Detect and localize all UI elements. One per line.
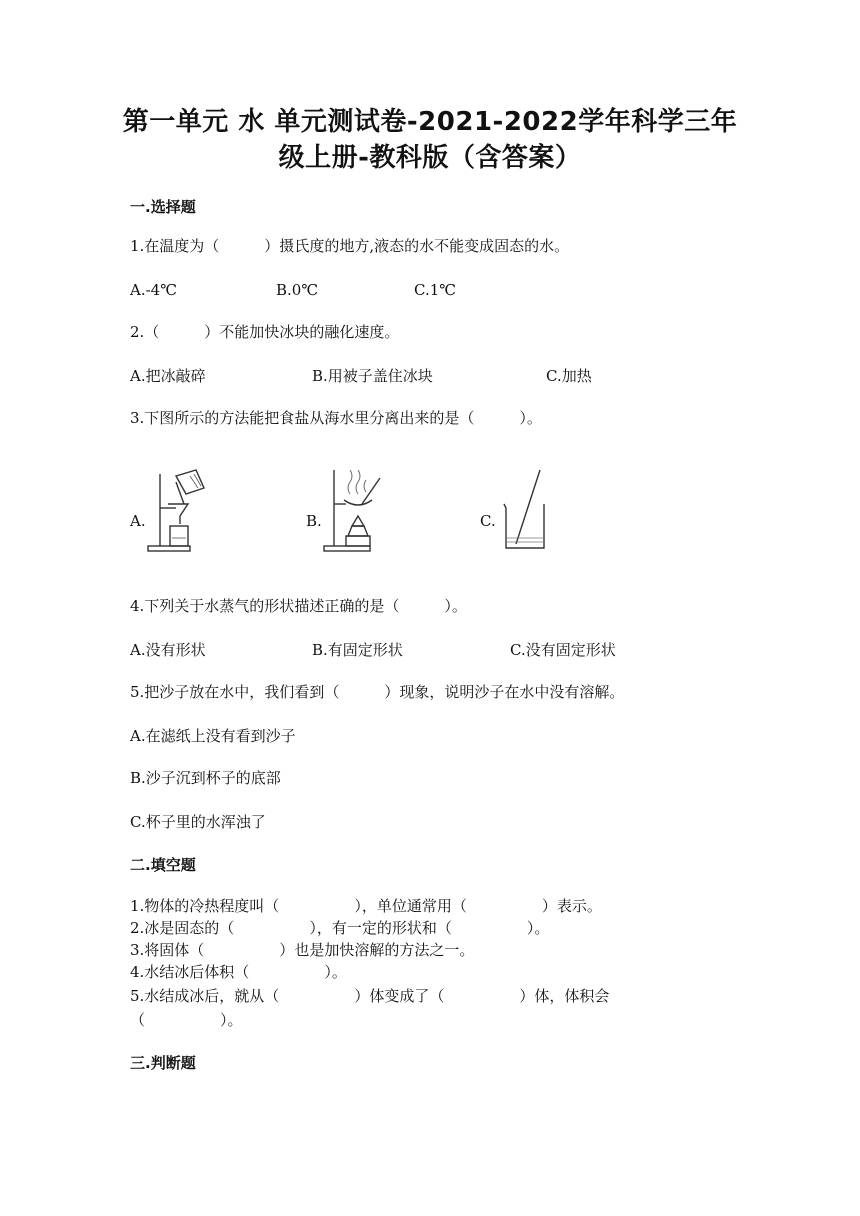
q4-option-b: B.有固定形状 <box>312 641 403 659</box>
q1-option-a: A.-4℃ <box>130 281 177 299</box>
fill-line-5: 5.水结成冰后，就从（ ）体变成了（ ）体，体积会 <box>130 987 610 1005</box>
q2-option-a: A.把冰敲碎 <box>130 367 206 385</box>
q5-option-c: C.杯子里的水浑浊了 <box>130 813 266 831</box>
q2-stem: 2.（ ）不能加快冰块的融化速度。 <box>130 323 400 341</box>
fill-line-6: （ ）。 <box>130 1011 243 1029</box>
q1-option-c: C.1℃ <box>414 281 457 299</box>
fill-line-1: 1.物体的冷热程度叫（ ），单位通常用（ ）表示。 <box>130 897 602 915</box>
q4-option-c: C.没有固定形状 <box>510 641 616 659</box>
fill-line-2: 2.冰是固态的（ ），有一定的形状和（ ）。 <box>130 919 550 937</box>
q1-option-b: B.0℃ <box>276 281 319 299</box>
q3-option-b-label: B. <box>306 512 322 530</box>
filtration-apparatus-icon <box>146 462 218 552</box>
q3-stem: 3.下图所示的方法能把食盐从海水里分离出来的是（ ）。 <box>130 409 542 427</box>
section-heading-choice: 一.选择题 <box>130 198 196 216</box>
section-heading-fill: 二.填空题 <box>130 856 196 874</box>
q2-option-b: B.用被子盖住冰块 <box>312 367 433 385</box>
q2-option-c: C.加热 <box>546 367 592 385</box>
title-line-2: 级上册-教科版（含答案） <box>278 143 582 173</box>
q5-option-a: A.在滤纸上没有看到沙子 <box>130 727 296 745</box>
q5-stem: 5.把沙子放在水中，我们看到（ ）现象，说明沙子在水中没有溶解。 <box>130 683 625 701</box>
q1-stem: 1.在温度为（ ）摄氏度的地方,液态的水不能变成固态的水。 <box>130 237 570 255</box>
q5-option-b: B.沙子沉到杯子的底部 <box>130 769 281 787</box>
q3-option-c-label: C. <box>480 512 496 530</box>
q4-stem: 4.下列关于水蒸气的形状描述正确的是（ ）。 <box>130 597 467 615</box>
fill-line-3: 3.将固体（ ）也是加快溶解的方法之一。 <box>130 941 475 959</box>
q3-option-a-label: A. <box>130 512 146 530</box>
evaporation-apparatus-icon <box>322 466 390 552</box>
beaker-stirring-icon <box>498 468 554 552</box>
section-heading-judge: 三.判断题 <box>130 1054 196 1072</box>
q4-option-a: A.没有形状 <box>130 641 206 659</box>
exam-title <box>90 104 770 176</box>
fill-line-4: 4.水结冰后体积（ ）。 <box>130 963 347 981</box>
title-line-1: 第一单元 水 单元测试卷-2021-2022学年科学三年 <box>122 107 738 137</box>
